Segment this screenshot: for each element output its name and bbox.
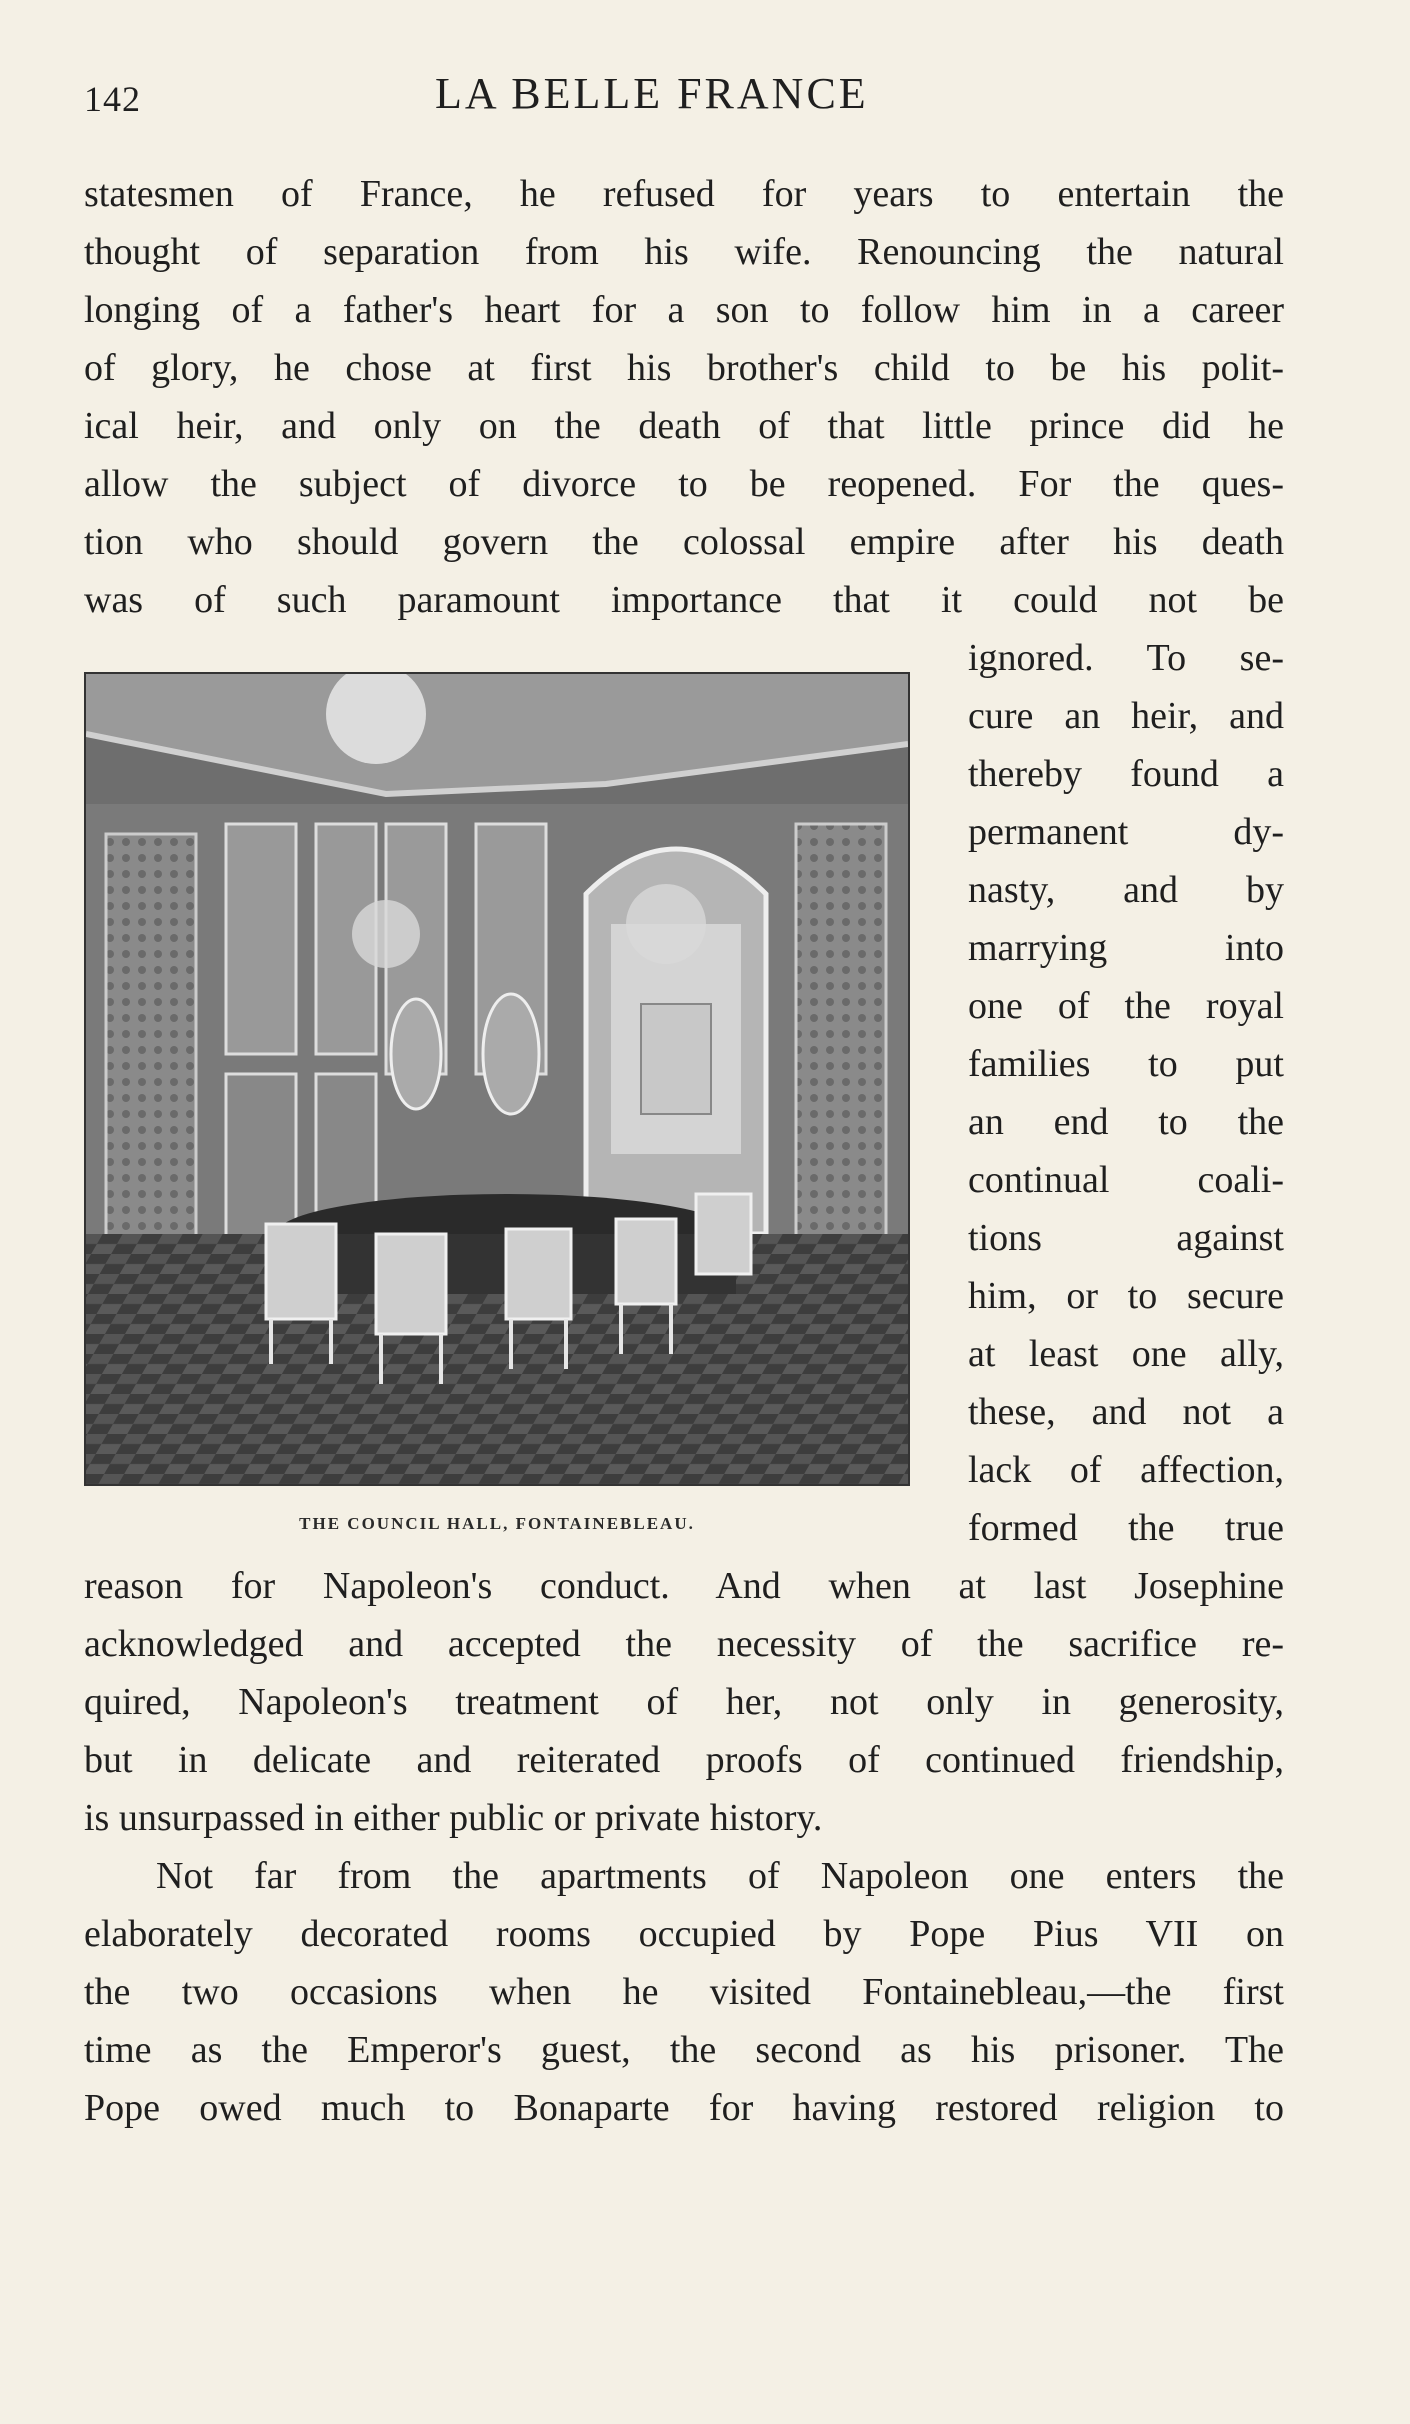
body-line: quired, Napoleon's treatment of her, not only in generosity, bbox=[84, 1681, 1284, 1723]
body-line: him, or to secure bbox=[968, 1275, 1284, 1317]
body-line: nasty, and by bbox=[968, 869, 1284, 911]
running-header bbox=[84, 68, 1284, 128]
body-line: Pope owed much to Bonaparte for having restored religion to bbox=[84, 2087, 1284, 2129]
body-line: permanent dy- bbox=[968, 811, 1284, 853]
body-line: these, and not a bbox=[968, 1391, 1284, 1433]
council-hall-illustration bbox=[84, 672, 910, 1486]
body-line: was of such paramount importance that it could not be bbox=[84, 579, 1284, 621]
body-line: lack of affection, bbox=[968, 1449, 1284, 1491]
body-line: elaborately decorated rooms occupied by Pope Pius VII on bbox=[84, 1913, 1284, 1955]
running-title: LA BELLE FRANCE bbox=[435, 69, 869, 118]
body-line: at least one ally, bbox=[968, 1333, 1284, 1375]
body-line: tions against bbox=[968, 1217, 1284, 1259]
figure-caption: THE COUNCIL HALL, FONTAINEBLEAU. bbox=[299, 1514, 695, 1533]
body-line: families to put bbox=[968, 1043, 1284, 1085]
body-line: Not far from the apartments of Napoleon one enters the bbox=[156, 1855, 1284, 1897]
body-line: ignored. To se- bbox=[968, 637, 1284, 679]
body-line: acknowledged and accepted the necessity of the sacrifice re- bbox=[84, 1623, 1284, 1665]
body-line: marrying into bbox=[968, 927, 1284, 969]
body-line: allow the subject of divorce to be reopened. For the ques- bbox=[84, 463, 1284, 505]
body-line: statesmen of France, he refused for years to entertain the bbox=[84, 173, 1284, 215]
body-line: formed the true bbox=[968, 1507, 1284, 1549]
body-line: reason for Napoleon's conduct. And when at last Josephine bbox=[84, 1565, 1284, 1607]
page-number: 142 bbox=[84, 79, 141, 119]
body-line: ical heir, and only on the death of that little prince did he bbox=[84, 405, 1284, 447]
body-line: tion who should govern the colossal empire after his death bbox=[84, 521, 1284, 563]
body-line: of glory, he chose at first his brother's child to be his polit- bbox=[84, 347, 1284, 389]
body-line: is unsurpassed in either public or private history. bbox=[84, 1797, 823, 1839]
body-line: an end to the bbox=[968, 1101, 1284, 1143]
body-line: cure an heir, and bbox=[968, 695, 1284, 737]
body-line: thereby found a bbox=[968, 753, 1284, 795]
body-line: the two occasions when he visited Fontainebleau,—the first bbox=[84, 1971, 1284, 2013]
body-line: one of the royal bbox=[968, 985, 1284, 1027]
body-line: time as the Emperor's guest, the second as his prisoner. The bbox=[84, 2029, 1284, 2071]
body-line: thought of separation from his wife. Renouncing the natural bbox=[84, 231, 1284, 273]
body-line: continual coali- bbox=[968, 1159, 1284, 1201]
body-line: longing of a father's heart for a son to follow him in a career bbox=[84, 289, 1284, 331]
body-line: but in delicate and reiterated proofs of continued friendship, bbox=[84, 1739, 1284, 1781]
